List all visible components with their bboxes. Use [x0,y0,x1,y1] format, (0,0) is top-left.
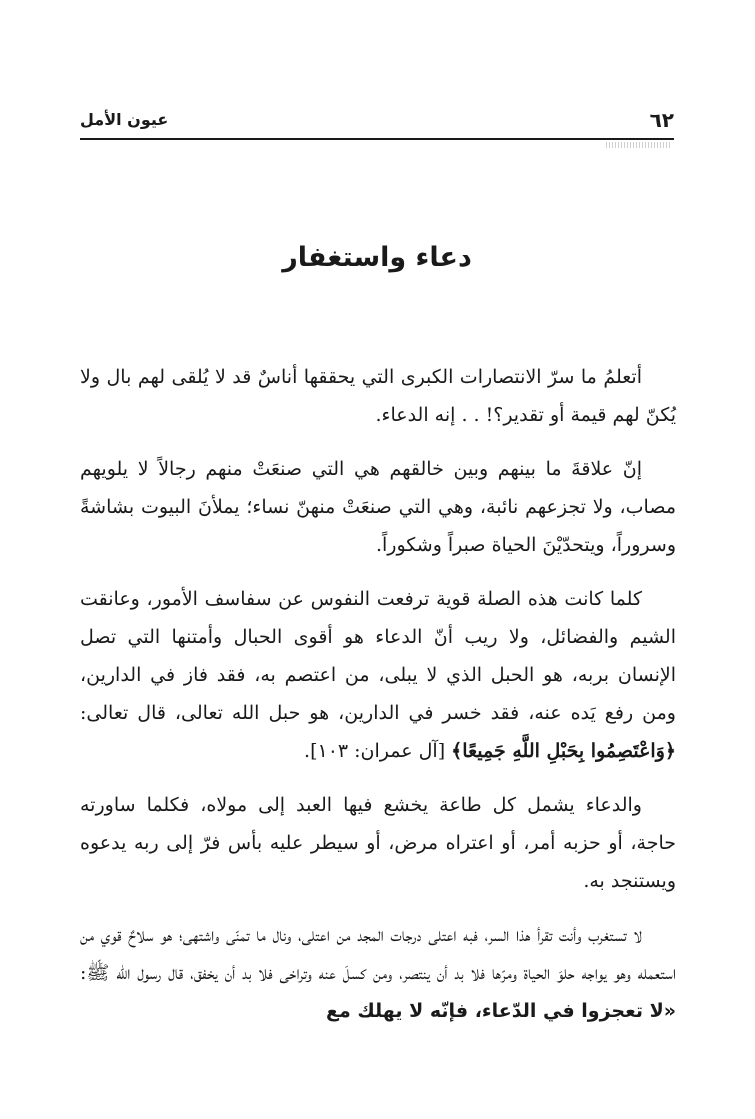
verse-reference: [آل عمران: ١٠٣]. [304,740,446,762]
quran-verse: ﴿وَاعْتَصِمُوا بِحَبْلِ اللَّهِ جَمِيعًا﴾ [451,740,676,762]
paragraph-3 [80,580,676,770]
header-rule-texture [606,142,670,148]
page-number: ٦٢ [649,108,674,132]
body-text [80,358,676,1030]
hadith-quote: «لا تعجزوا في الدّعاء، فإنّه لا يهلك مع [326,1000,676,1022]
paragraph-4: والدعاء يشمل كل طاعة يخشع فيها العبد إلى مولاه، فكلما ساورته حاجة، أو حزبه أمر، أو اعتراه مرض، أو سيطر عليه بأس فرّ إلى ربه يدعوه ويستنجد به. [80,794,676,892]
paragraph-3-text: كلما كانت هذه الصلة قوية ترفعت النفوس عن سفاسف الأمور، وعانقت الشيم والفضائل، ولا ريب أنّ الدعاء هو أقوى الحبال وأمتنها التي تصل الإنسان بربه، هو الحبل الذي لا يبلى، من اعتصم به، فقد فاز في الدارين، ومن رفع يَده عنه، فقد خسر في الدارين، هو حبل الله تعالى، قال تعالى: [80,588,676,724]
paragraph-5-text: لا تستغرب وأنت تقرأ هذا السر، فبه اعتلى درجات المجد من اعتلى، ونال ما تمنّى واشتهى؛ هو سلاحٌ قوي من استعمله وهو يواجه حلوَ الحياة ومرّها فلا بد أن ينتصر، ومن كسلَ عنه وتراخى فلا بد أن يخفق، قال رسول الله ﷺ: [80,924,676,984]
paragraph-5 [80,916,676,1030]
header-rule [80,138,674,140]
book-title: عيون الأمل [80,110,169,129]
paragraph-1: أتعلمُ ما سرّ الانتصارات الكبرى التي يحققها أناسٌ قد لا يُلقى لهم بال ولا يُكنّ لهم قيمة أو تقدير؟! . . إنه الدعاء. [80,366,676,426]
chapter-title: دعاء واستغفار [282,242,472,273]
paragraph-2: إنّ علاقةَ ما بينهم وبين خالقهم هي التي صنعَتْ منهم رجالاً لا يلويهم مصاب، ولا تجزعهم نائبة، وهي التي صنعَتْ منهنّ نساء؛ يملأنَ البيوت بشاشةً وسروراً، ويتحدّيْنَ الحياة صبراً وشكوراً. [80,458,676,556]
running-header [80,104,674,138]
